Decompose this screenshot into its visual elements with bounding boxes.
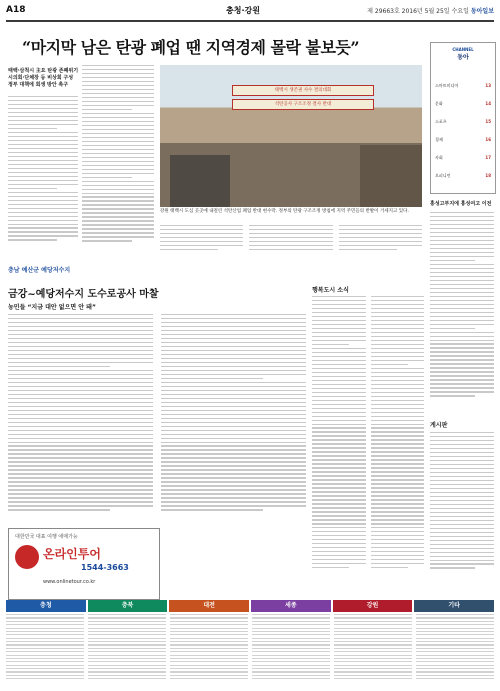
issue-date: 제 29663호 2016년 5월 25일 수요일 동아일보 [367,8,494,15]
ad-tagline: 대한민국 대표 여행 애매가능 [15,534,78,540]
classified-listings [6,614,494,686]
classified-section-label: 충북 [88,600,168,612]
classified-column [6,614,84,686]
classified-column [334,614,412,686]
main-photo [160,65,422,207]
right-article-body [430,212,494,412]
main-article-body-col2 [82,65,154,246]
index-row: 사회 17 [435,155,491,160]
channel-logo: CHANNEL 동아 [452,47,474,61]
main-headline: “마지막 남은 탄광 폐업 땐 지역경제 몰락 불보듯” [22,38,360,57]
page-number: A18 [6,5,26,15]
article2-body [8,314,306,519]
article2-title: 금강~예당저수지 도수로공사 마찰 [8,289,159,300]
classified-header [6,600,494,612]
channel-index [430,42,496,194]
index-row: 스마트미디어 13 [435,83,491,88]
right-article-title: 홍성고부지에 홍성여고 이전 [430,201,492,207]
photo-banner-2: 석탄공사 구조조정 결사 반대 [232,99,374,110]
photo-banner-1: 태백시 생존권 사수 결의대회 [232,85,374,96]
classified-section-label: 기타 [414,600,494,612]
classified-section-label: 세종 [251,600,331,612]
article3-body [312,296,424,591]
right-article [430,200,494,207]
article3-title: 행복도시 소식 [312,287,349,294]
page-header [6,4,494,22]
photo-caption: 강원 태백시 도심 곳곳에 내걸린 석탄산업 폐업 반대 현수막. 정부의 탄광 구조조정 방침에 지역 주민들의 반발이 거세지고 있다. [160,209,409,214]
classified-column [170,614,248,686]
classified-column [416,614,494,686]
classified-section-label: 강원 [333,600,413,612]
classified-column [252,614,330,686]
ad-url[interactable]: www.onlinetour.co.kr [43,579,96,585]
main-article-body [8,96,78,246]
subheadline-2: 시의회·단체장 등 비상회 구성 [8,75,74,81]
travel-advertisement[interactable] [8,528,160,600]
article-cont [160,225,422,261]
notice-board-body [430,432,494,592]
subheadline-3: 정부 대책에 회생 방안 촉구 [8,82,69,88]
airplane-icon [15,545,39,569]
masthead: 동아일보 [470,8,494,15]
classified-section-label: 충청 [6,600,86,612]
ad-phone: 1544-3663 [81,563,129,572]
ad-brand: 온라인투어 [43,547,101,561]
classified-section-label: 대전 [169,600,249,612]
notice-board-title: 게시판 [430,422,448,429]
subheadline-1: 태백·삼척시 主요 탄광 존폐위기 [8,68,79,74]
section-name: 충청·강원 [226,6,260,15]
index-row: 문화 14 [435,101,491,106]
index-row: 경제 16 [435,137,491,142]
article2-subtitle: 농민들 “지금 대안 없으면 안 돼” [8,304,96,311]
index-row: 스포츠 15 [435,119,491,124]
index-row: 오피니언 18 [435,173,491,178]
article2-heading: 충남 예산군 예당저수지 [8,267,71,274]
classified-column [88,614,166,686]
